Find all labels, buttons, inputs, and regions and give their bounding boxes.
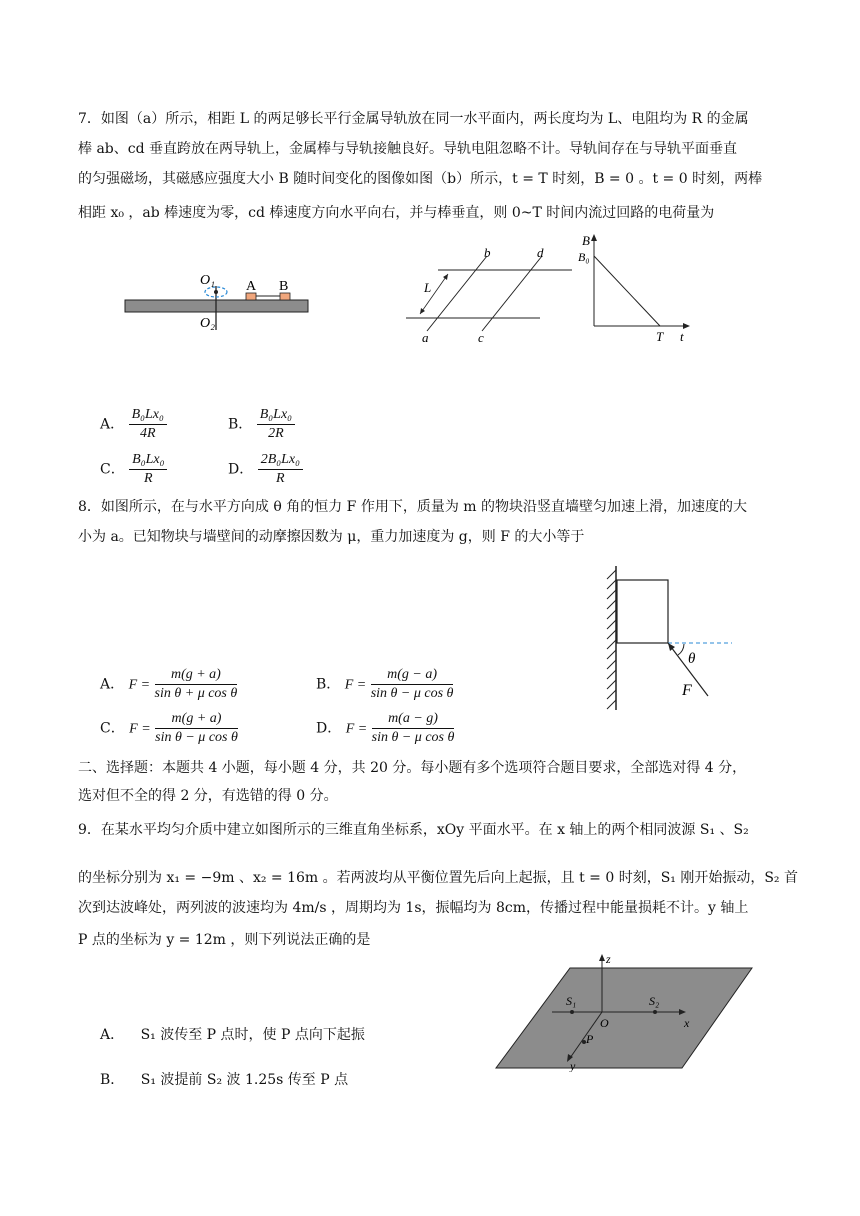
q9-line-4: P 点的坐标为 y = 12m ，则下列说法正确的是: [78, 932, 371, 948]
label-b: B: [279, 279, 289, 294]
label-l: L: [424, 280, 432, 295]
b-decay-line: [594, 256, 660, 326]
label-origin: O: [600, 1016, 609, 1030]
q8-option-b[interactable]: [316, 666, 453, 703]
label-force: F: [682, 682, 692, 699]
q8-line-1: 8．如图所示，在与水平方向成 θ 角的恒力 F 作用下，质量为 m 的物块沿竖直墙壁匀加速上滑，加速度的大: [78, 499, 748, 515]
denominator: sin θ − μ cos θ: [371, 730, 455, 745]
equation-lhs: F =: [129, 721, 151, 737]
block: [617, 580, 668, 643]
block-a: [246, 293, 256, 300]
label-p: P: [586, 1032, 594, 1046]
equation-lhs: F =: [345, 721, 368, 737]
denominator: R: [144, 471, 153, 486]
q7-option-a[interactable]: [100, 406, 167, 443]
q8-figure-wall: [598, 564, 738, 712]
source-s2-point: [653, 1010, 657, 1014]
option-label: D．: [316, 720, 342, 737]
option-text: S₁ 波传至 P 点时，使 P 点向下起振: [140, 1027, 365, 1043]
q9-figure-coordinates: [490, 950, 756, 1072]
fraction: [258, 451, 303, 488]
option-label: C．: [100, 720, 125, 737]
denominator: R: [276, 471, 285, 486]
numerator: m(g − a): [371, 666, 454, 685]
rod-cd: [482, 256, 542, 331]
fraction: [155, 666, 238, 703]
label-rod-a: a: [422, 330, 429, 345]
denominator: 4R: [139, 426, 156, 441]
label-rod-b: b: [484, 245, 491, 260]
label-b0: B₀: [578, 250, 590, 264]
q7-figure-a: [120, 264, 320, 336]
option-text: S₁ 波提前 S₂ 波 1.25s 传至 P 点: [140, 1072, 349, 1088]
source-s1-point: [570, 1010, 574, 1014]
q7-line-1: 7．如图（a）所示，相距 L 的两足够长平行金属导轨放在同一水平面内，两长度均为 L、电阻均为 R 的金属: [78, 111, 749, 127]
q8-option-c[interactable]: [100, 710, 238, 747]
q8-option-d[interactable]: [316, 710, 454, 747]
q9-line-3: 次到达波峰处，两列波的波速均为 4m/s ，周期均为 1s，振幅均为 8cm，传播过程中能量损耗不计。y 轴上: [78, 900, 749, 916]
fraction: [257, 406, 295, 443]
b-axis-arrow: [591, 234, 597, 241]
fraction: [371, 666, 454, 703]
xoy-plane: [496, 968, 752, 1068]
angle-arc: [678, 644, 684, 655]
q9-option-a[interactable]: [100, 1024, 365, 1044]
label-z: z: [606, 952, 611, 966]
fraction: [155, 710, 238, 747]
equation-lhs: F =: [344, 677, 367, 693]
q7-option-c[interactable]: [100, 451, 167, 488]
section-2-line-2: 选对但不全的得 2 分，有选错的得 0 分。: [78, 788, 338, 804]
q7-line-2: 棒 ab、cd 垂直跨放在两导轨上，金属棒与导轨接触良好。导轨电阻忽略不计。导轨间存在与导轨平面垂直: [78, 141, 738, 157]
label-time-axis: t: [680, 329, 684, 344]
numerator: 2B₀Lx₀: [258, 451, 303, 470]
option-label: B．: [228, 416, 253, 433]
denominator: 2R: [268, 426, 284, 441]
q8-line-2: 小为 a。已知物块与墙壁间的动摩擦因数为 μ，重力加速度为 g，则 F 的大小等于: [78, 529, 585, 545]
fraction: [129, 406, 167, 443]
q7-figure-rails: [400, 244, 580, 348]
q8-option-a[interactable]: [100, 666, 237, 703]
label-rod-d: d: [537, 245, 544, 260]
label-b-axis: B: [582, 233, 590, 248]
axis-point: [214, 290, 218, 294]
option-label: B．: [316, 676, 341, 693]
option-label: A．: [100, 676, 125, 693]
numerator: B₀Lx₀: [129, 406, 167, 425]
q9-line-1: 9．在某水平均匀介质中建立如图所示的三维直角坐标系，xOy 平面水平。在 x 轴上的两个相同波源 S₁ 、S₂: [78, 822, 749, 838]
q7-option-b[interactable]: [228, 406, 295, 443]
option-label: B．: [100, 1072, 125, 1088]
q7-line-3: 的匀强磁场，其磁感应强度大小 B 随时间变化的图像如图（b）所示，t = T 时刻，B = 0 。t = 0 时刻，两棒: [78, 171, 763, 187]
label-rod-c: c: [478, 330, 484, 345]
label-x: x: [684, 1016, 690, 1030]
label-y: y: [570, 1059, 576, 1072]
equation-lhs: F =: [128, 677, 151, 693]
label-s2: S₂: [649, 994, 660, 1008]
numerator: m(a − g): [372, 710, 455, 729]
rod-ab: [427, 256, 487, 331]
numerator: m(g + a): [155, 666, 238, 685]
z-axis-arrow: [599, 954, 605, 961]
option-label: C．: [100, 461, 125, 478]
q9-line-2: 的坐标分别为 x₁ = −9m 、x₂ = 16m 。若两波均从平衡位置先后向上起振，且 t = 0 时刻，S₁ 刚开始振动，S₂ 首: [78, 870, 798, 886]
q7-figure-b-graph: [578, 230, 700, 346]
numerator: B₀Lx₀: [129, 451, 167, 470]
section-2-line-1: 二、选择题：本题共 4 小题，每小题 4 分，共 20 分。每小题有多个选项符合题目要求，全部选对得 4 分，: [78, 760, 747, 776]
force-arrowhead: [668, 643, 675, 651]
option-label: A．: [100, 1027, 125, 1043]
fraction: [372, 710, 455, 747]
fraction: [129, 451, 167, 488]
label-o1: O₁: [200, 273, 215, 288]
option-label: D．: [228, 461, 254, 478]
label-a: A: [246, 279, 257, 294]
wall-hatching: [607, 570, 616, 709]
denominator: sin θ − μ cos θ: [155, 730, 238, 745]
label-s1: S₁: [566, 994, 577, 1008]
label-o2: O₂: [200, 316, 215, 331]
numerator: B₀Lx₀: [257, 406, 295, 425]
label-theta: θ: [688, 651, 696, 667]
t-axis-arrow: [683, 323, 690, 329]
block-b: [280, 293, 290, 300]
denominator: sin θ + μ cos θ: [154, 686, 238, 701]
label-period: T: [656, 329, 664, 344]
numerator: m(g + a): [155, 710, 238, 729]
q7-line-4: 相距 x₀ ，ab 棒速度为零，cd 棒速度方向水平向右，并与棒垂直，则 0~T 时间内流过回路的电荷量为: [78, 205, 715, 221]
denominator: sin θ − μ cos θ: [370, 686, 454, 701]
q9-option-b[interactable]: [100, 1069, 348, 1089]
q7-option-d[interactable]: [228, 451, 303, 488]
option-label: A．: [100, 416, 125, 433]
